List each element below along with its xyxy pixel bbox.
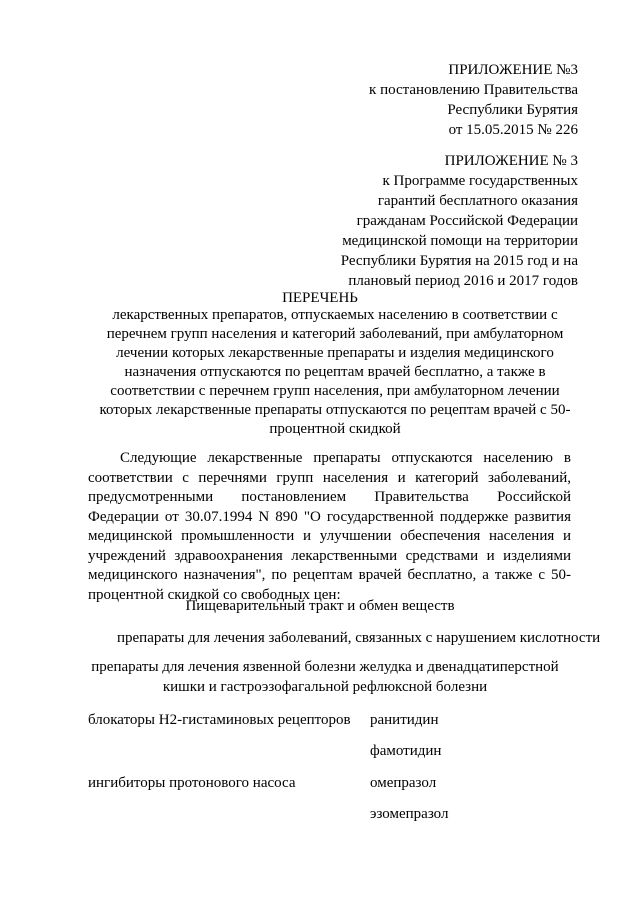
annex-date: от 15.05.2015 № 226 [448, 122, 578, 138]
document-subtitle: лекарственных препаратов, отпускаемых населению в соответствии с перечнем групп населения и категорий заболеваний, при амбулаторном лечении которых лекарственные препараты и изделия медицинского назначения отпускаются по рецептам врачей бесплатно, а также в соответствии с перечнем групп населения, при амбулаторном лечении которых лекарственные препараты отпускаются по рецептам врачей с 50-процентной скидкой [99, 307, 571, 437]
section-heading-ulcer: препараты для лечения язвенной болезни желудка и двенадцатиперстной кишки и гастроэзофагальной рефлюксной болезни [91, 659, 559, 695]
annex-header-1 [369, 60, 578, 140]
document-title: ПЕРЕЧЕНЬ [282, 290, 358, 306]
drug-name: эзомепразол [370, 806, 449, 822]
annex-line: медицинской помощи на территории [342, 233, 578, 249]
drug-group: блокаторы Н2-гистаминовых рецепторов [88, 712, 351, 728]
drug-name: омепразол [370, 775, 437, 791]
annex-line: гарантий бесплатного оказания [377, 193, 578, 209]
section-heading-acidity: препараты для лечения заболеваний, связанных с нарушением кислотности [117, 630, 601, 646]
annex-line: гражданам Российской Федерации [356, 213, 578, 229]
intro-paragraph: Следующие лекарственные препараты отпускаются населению в соответствии с перечнями групп населения и категорий заболеваний, предусмотренными постановлением Правительства Российской Федерации от 30.07.1994 N 890 "О государственной поддержке развития медицинской промышленности и улучшении обеспечения населения и учреждений здравоохранения лекарственными средствами и изделиями медицинского назначения", по рецептам врачей бесплатно, а также с 50-процентной скидкой со свободных цен: [88, 450, 571, 603]
annex-line: к Программе государственных [382, 173, 578, 189]
annex-header-2 [341, 151, 578, 291]
drug-name: фамотидин [370, 743, 442, 759]
annex-line: Республики Бурятия на 2015 год и на [340, 253, 578, 269]
section-heading-digestive: Пищеварительный тракт и обмен веществ [185, 598, 455, 614]
annex-line: плановый период 2016 и 2017 годов [348, 273, 578, 289]
annex-line: к постановлению Правительства [369, 82, 578, 98]
drug-group: ингибиторы протонового насоса [88, 775, 296, 791]
annex-line: Республики Бурятия [447, 102, 578, 118]
annex-title: ПРИЛОЖЕНИЕ №3 [448, 62, 578, 78]
annex-title: ПРИЛОЖЕНИЕ № 3 [444, 153, 578, 169]
drug-name: ранитидин [370, 712, 439, 728]
